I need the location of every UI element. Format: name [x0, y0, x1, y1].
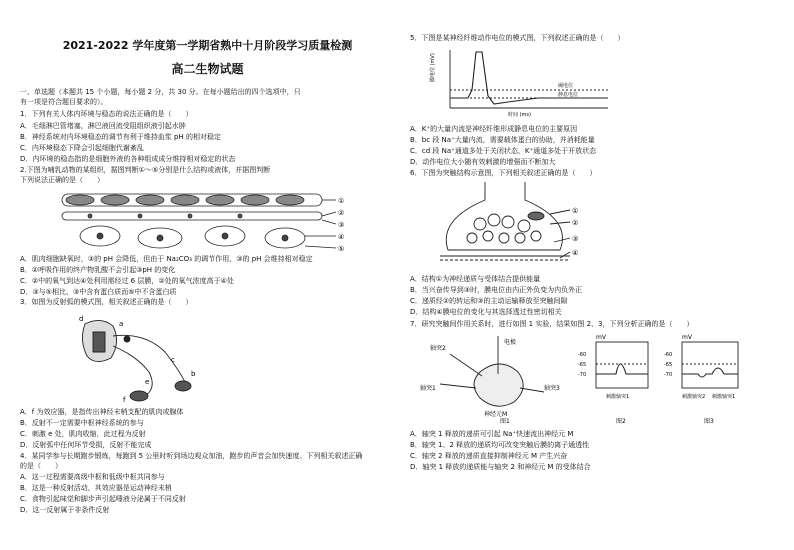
q7-label-axon1: 轴突1	[420, 385, 436, 392]
q7-label-neuron: 神经元M	[484, 411, 508, 418]
q7-label-axon3: 轴突3	[544, 385, 560, 392]
q3-label-b: b	[191, 370, 196, 378]
right-column	[410, 0, 785, 550]
q7-option-c: C．轴突 2 释放的递质直接抑制神经元 M 产生兴奋	[410, 452, 568, 460]
q3-option-d: D．反射弧中任何环节受损，反射不能完成	[20, 441, 152, 449]
q1-option-d: D．内环境的稳态指的是细胞外液的各种组成成分维持相对稳定的状态	[20, 155, 236, 163]
q6-option-b: B．当兴奋传导到③时，膜电位由内正外负变为内负外正	[410, 286, 583, 294]
q1-option-c: C．内环境稳态下降会引起细胞代谢紊乱	[20, 144, 144, 152]
q7-caption-fig2: 图2	[616, 418, 626, 424]
q2-tissue-figure	[60, 190, 360, 252]
q7-option-a: A．轴突 1 释放的递质可引起 Na⁺快速流出神经元 M	[410, 430, 574, 438]
q7-fig2-tick-2: -65	[578, 362, 587, 368]
q5-rest-label: 静息电位	[558, 92, 579, 98]
q4-option-b: B．这是一种反射活动，其效应器是运动神经末梢	[20, 484, 172, 492]
q7-caption-fig1: 图1	[500, 418, 510, 424]
q3-label-d: d	[79, 315, 84, 323]
q6-synapse-figure	[430, 180, 600, 270]
q7-label-electrode: 电极	[504, 339, 517, 346]
q6-label-3: ③	[572, 235, 579, 243]
q7-fig2-stim: 刺激轴突1	[606, 394, 630, 400]
q7-fig2-tick-1: -60	[578, 352, 587, 358]
subject-title: 高二生物试题	[171, 62, 244, 76]
left-column	[20, 0, 395, 550]
q6-stem: 6．下图为突触结构示意图，下列相关叙述正确的是（ ）	[410, 169, 597, 177]
q7-caption-fig3: 图3	[704, 418, 714, 424]
q2-label-1: ①	[338, 197, 345, 205]
q6-option-d: D．结构④膜电位的变化与其选择透过性密切相关	[410, 308, 562, 316]
q3-label-a: a	[119, 320, 124, 328]
q7-fig3-tick-1: -60	[664, 352, 673, 358]
q2-label-4: ④	[338, 233, 345, 241]
q4-option-d: D．这一反射属于非条件反射	[20, 506, 110, 514]
q4-stem-2: 的是（ ）	[20, 462, 62, 470]
q5-action-potential-figure	[428, 46, 618, 118]
q7-fig2-tick-3: -70	[578, 372, 587, 378]
exam-title: 2021-2022 学年度第一学期省熟中十月阶段学习质量检测	[62, 39, 353, 52]
q7-fig3-tick-3: -70	[664, 372, 673, 378]
q6-label-1: ①	[572, 207, 579, 215]
q3-label-f: f	[123, 396, 126, 404]
q5-stem: 5．下图是某神经纤维动作电位的模式图，下列叙述正确的是（ ）	[410, 34, 625, 42]
q2-stem-1: 2.下图为哺乳动物的某组织，据图判断①～⑤分别是什么结构或液体，并据图判断	[20, 166, 271, 174]
q5-threshold-label: 阈电位	[558, 83, 574, 89]
q7-option-d: D．轴突 1 释放的递质能与轴突 2 和神经元 M 的受体结合	[410, 463, 591, 471]
q3-option-b: B．反射不一定需要中枢神经系统的参与	[20, 419, 144, 427]
q7-experiment-figure	[420, 332, 750, 424]
q3-option-a: A．f 为效应器，是指传出神经末梢支配的肌肉或腺体	[20, 408, 184, 416]
q1-stem: 1．下列有关人体内环境与稳态的说法正确的是（ ）	[20, 110, 193, 118]
q2-label-5: ⑤	[338, 245, 345, 252]
q2-option-d: D．③与⑤相比，③中含有蛋白质而⑤中不含蛋白质	[20, 288, 177, 296]
q7-stem: 7．研究突触间作用关系时，进行如图 1 实验，结果如图 2、3，下列分析正确的是（ ）	[410, 320, 694, 328]
q2-option-a: A．肌肉细胞缺氧时，③的 pH 会降低，但由于 Na₂CO₃ 的调节作用，③的 pH 会维持相对稳定	[20, 255, 313, 263]
q7-fig3-stim2: 刺激轴突1	[712, 394, 736, 400]
q6-label-2: ②	[572, 219, 579, 227]
q2-label-2: ②	[338, 209, 345, 217]
q4-stem-1: 4．某同学参与长期跑步锻炼，每跑到 5 公里时听到场边观众加油，跑步的声音会加快速度。下列相关叙述正确	[20, 452, 363, 460]
q5-y-label: 膜电位 (mV)	[430, 53, 436, 82]
q1-option-a: A．毛细淋巴管堵塞，淋巴液回流受阻组织液引起水肿	[20, 122, 186, 130]
q2-stem-2: 下列说法正确的是（ ）	[20, 176, 104, 184]
q4-option-c: C．食物引起味觉和脚步声引起唾液分泌属于不同反射	[20, 495, 186, 503]
q5-option-a: A．K⁺的大量内流是神经纤维形成静息电位的主要原因	[410, 125, 578, 133]
q5-option-d: D．动作电位大小随有效刺激的增强而不断加大	[410, 158, 556, 166]
q7-fig3-unit: mV	[682, 334, 692, 341]
section-intro-1: 一、单选题（本题共 15 个小题，每小题 2 分，共 30 分。在每小题给出的四个选项中，只	[20, 88, 301, 96]
q3-reflex-arc-figure	[75, 312, 205, 404]
q3-option-c: C．刺激 e 处，肌肉收缩，此过程为反射	[20, 430, 146, 438]
q7-fig3-stim1: 刺激轴突2	[682, 394, 706, 400]
q6-option-c: C．递质经②的转运和③的主动运输释放至突触间隙	[410, 297, 568, 305]
q2-label-3: ③	[338, 221, 345, 229]
q7-fig3-tick-2: -65	[664, 362, 673, 368]
q3-stem: 3．如图为反射弧的模式图，相关叙述正确的是（ ）	[20, 298, 193, 306]
q1-option-b: B．神经系统对内环境稳态的调节有利于维持血浆 pH 的相对稳定	[20, 133, 221, 141]
q2-option-c: C．②中的氧气到达④处利用需经过 6 层膜，②处的氧气浓度高于④处	[20, 277, 234, 285]
q5-x-label: 时间 (ms)	[508, 112, 531, 118]
q6-label-4: ④	[572, 249, 579, 257]
q7-label-axon2: 轴突2	[430, 345, 446, 352]
q5-option-c: C．cd 段 Na⁺通道多处于关闭状态，K⁺通道多处于开放状态	[410, 147, 597, 155]
q7-fig2-unit: mV	[596, 334, 606, 341]
q3-label-e: e	[145, 378, 150, 386]
q4-option-a: A．这一过程需要高级中枢和低级中枢共同参与	[20, 473, 165, 481]
q5-option-b: B．bc 段 Na⁺大量内流，需要载体蛋白的协助，并消耗能量	[410, 136, 595, 144]
section-intro-2: 有一项是符合题目要求的）。	[20, 98, 108, 106]
q6-option-a: A．结构①为神经递质与受体结合提供能量	[410, 275, 541, 283]
q7-option-b: B．轴突 1、2 释放的递质均可改变突触后膜的离子通透性	[410, 441, 590, 449]
q2-option-b: B．②呼吸作用的终产物乳酸不会引起③pH 的变化	[20, 266, 176, 274]
q3-label-c: c	[171, 356, 175, 364]
